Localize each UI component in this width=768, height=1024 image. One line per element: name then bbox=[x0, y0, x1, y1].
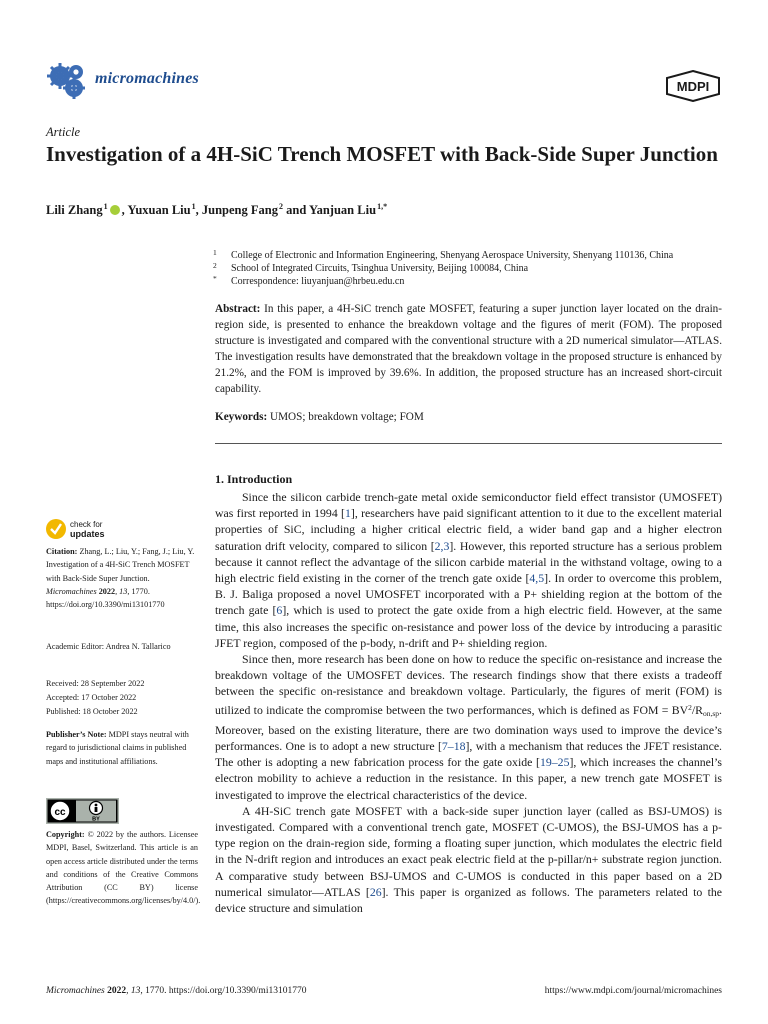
check-updates-line2: updates bbox=[70, 529, 105, 539]
footer-citation: Micromachines 2022, 13, 1770. https://doi.org/10.3390/mi13101770 bbox=[46, 986, 307, 996]
publisher-note bbox=[46, 728, 198, 768]
affiliation-mark: 1 bbox=[213, 248, 217, 257]
citation-journal: Micromachines bbox=[46, 586, 97, 596]
affiliation-mark: * bbox=[213, 274, 217, 283]
check-for-updates-badge[interactable] bbox=[46, 517, 118, 541]
footer-journal: Micromachines bbox=[46, 986, 105, 996]
author-list bbox=[46, 202, 387, 218]
citation-link[interactable]: 26 bbox=[369, 884, 382, 899]
citation-text: Zhang, L.; Liu, Y.; Fang, J.; Liu, Y. Investigation of a 4H-SiC Trench MOSFET with Back-Side Super Junction. bbox=[46, 547, 195, 583]
citation-link[interactable]: 19–25 bbox=[539, 755, 570, 770]
journal-name[interactable]: micromachines bbox=[95, 70, 199, 87]
citation-volume: 13 bbox=[119, 586, 128, 596]
author-separator: , bbox=[121, 203, 128, 217]
keywords-text: UMOS; breakdown voltage; FOM bbox=[270, 411, 424, 423]
article-type: Article bbox=[46, 125, 81, 139]
author-name[interactable]: Junpeng Fang bbox=[201, 203, 278, 217]
citation-block: Citation: Zhang, L.; Liu, Y.; Fang, J.; Liu, Y. Investigation of a 4H-SiC Trench MOSFET with Back-Side Super Junction. Micromachines 2022, 13, 1770. https://doi.org/10.3390/mi13101770 bbox=[46, 547, 195, 610]
footer-doi[interactable]: , 1770. https://doi.org/10.3390/mi13101770 bbox=[140, 986, 307, 996]
author-name[interactable]: Yanjuan Liu bbox=[308, 203, 377, 217]
author-separator: and bbox=[283, 203, 309, 217]
abstract-label: Abstract: bbox=[215, 303, 261, 315]
orcid-icon[interactable] bbox=[110, 205, 120, 215]
publisher-note-label: Publisher’s Note: bbox=[46, 730, 107, 739]
footer-year: 2022 bbox=[107, 986, 127, 996]
introduction-body bbox=[215, 489, 722, 916]
citation-link[interactable]: 7–18 bbox=[441, 739, 466, 754]
accepted-date: Accepted: 17 October 2022 bbox=[46, 693, 137, 702]
author-affiliation-mark: 2 bbox=[279, 202, 284, 211]
check-updates-line1: check for bbox=[70, 520, 103, 529]
section-divider bbox=[215, 443, 722, 444]
article-title: Investigation of a 4H-SiC Trench MOSFET with Back-Side Super Junction bbox=[46, 142, 718, 166]
affiliation-mark: 2 bbox=[213, 261, 217, 270]
copyright-notice bbox=[46, 828, 201, 908]
footer-volume: 13 bbox=[130, 986, 141, 996]
abstract-text: In this paper, a 4H-SiC trench gate MOSFET, featuring a super junction layer located on the drain-region side, is presented to enhance the breakdown voltage and the figures of merit (FOM). The proposed structure is investigated and compared with the conventional structure with a 2D numerical simulator—ATLAS. The investigation results have demonstrated that the breakdown voltage in the proposed structure is enhanced by 21.2%, and the FOM is improved by 39.6%. In addition, the proposed structure has an increased short-circuit capability. bbox=[215, 303, 723, 396]
author-name[interactable]: Lili Zhang bbox=[46, 203, 103, 217]
cc-by-license-icon[interactable] bbox=[46, 798, 119, 824]
publisher-note-text: MDPI stays neutral with regard to jurisdictional claims in published maps and institutional affiliations. bbox=[46, 730, 189, 766]
footer-journal-url[interactable]: https://www.mdpi.com/journal/micromachines bbox=[544, 986, 722, 996]
published-date: Published: 18 October 2022 bbox=[46, 707, 138, 716]
citation-link[interactable]: 2,3 bbox=[434, 538, 450, 553]
correspondence bbox=[213, 272, 404, 289]
cc-by-text: BY bbox=[92, 816, 100, 823]
keywords bbox=[215, 411, 722, 423]
received-date: Received: 28 September 2022 bbox=[46, 679, 145, 688]
section-heading-introduction: 1. Introduction bbox=[215, 472, 293, 486]
affiliation-text: College of Electronic and Information Engineering, Shenyang Aerospace University, Shenyang 110136, China bbox=[231, 250, 674, 261]
micromachines-gears-logo bbox=[46, 60, 92, 100]
keywords-label: Keywords: bbox=[215, 411, 268, 423]
citation-link[interactable]: 4,5 bbox=[529, 571, 545, 586]
author-affiliation-mark: 1,* bbox=[377, 202, 388, 211]
author-separator: , bbox=[195, 203, 202, 217]
citation-link[interactable]: 6 bbox=[276, 603, 283, 618]
copyright-text: © 2022 by the authors. Licensee MDPI, Basel, Switzerland. This article is an open access article distributed under the terms and conditions of the Creative Commons Attribution (CC BY) license (https://creativecommons.org/licenses/by/4.0/). bbox=[46, 830, 201, 906]
citation-doi[interactable]: , 1770. https://doi.org/10.3390/mi13101770 bbox=[46, 586, 165, 610]
paragraph: A 4H-SiC trench gate MOSFET with a back-side super junction layer (called as BSJ-UMOS) is investigated. Compared with a conventional trench gate, MOSFET (C-UMOS), the BSJ-UMOS has a p-type region on the drain-region side, forming a floating super junction, which modulates the electric field in the N-drift region and introduces an exact peak electric field at the p-pillar/n+ substrate region junction. A comparative study between BSJ-UMOS and C-UMOS is conducted in this paper based on a 2D numerical simulator—ATLAS [26]. This paper is organized as follows. The parameters related to the device structure and simulation bbox=[215, 803, 722, 916]
paragraph: Since then, more research has been done on how to reduce the specific on-resistance and increase the breakdown voltage of the UMOSFET devices. The research findings show that there exists a tradeoff between the specific on-resistance and breakdown voltage. Particularly, the figures of merit (FOM) is utilized to indicate the compromise between the two performances, which is defined as FOM = $BV^2/R_{on,sp}$. Moreover, based on the existing literature, there are two domination ways used to improve the device’s performances. One is to adopt a new structure [7–18], with a mechanism that reduces the JFET resistance. The other is adopting a new fabrication process for the gate oxide [19–25], which increases the channel’s electron mobility to achieve a reduction in the resistance. In this paper, a new trench gate MOSFET is investigated to improve the electrical characteristics of the device. bbox=[215, 652, 723, 802]
copyright-label: Copyright: bbox=[46, 830, 85, 839]
author-affiliation-mark: 1 bbox=[103, 202, 108, 211]
paragraph: Since the silicon carbide trench-gate metal oxide semiconductor field effect transistor (UMOSFET) was first reported in 1994 [1], researchers have paid significant attention to it due to the excellent material properties of SiC, including a higher critical electric field, a wider band gap and a higher electron saturation drift velocity, compared to silicon [2,3]. However, this reported structure has a serious problem because it cannot reflect the advantage of the silicon carbide material in the withstand voltage, owing to a high electric field existing in the corner of the trench gate oxide [4,5]. In order to overcome this problem, B. J. Baliga proposed a novel UMOSFET incorporated with a P+ shielding region at the bottom of the trench gate [6], which is used to protect the gate oxide from a high electric field. However, at the same time, this also increases the specific on-resistance and power loss of the device by introducing a parasitic JFET region, composed of the p-body, n-drift and P+ shielding region. bbox=[215, 490, 722, 650]
author-affiliation-mark: 1 bbox=[191, 202, 196, 211]
author-name[interactable]: Yuxuan Liu bbox=[127, 203, 191, 217]
affiliation-text: School of Integrated Circuits, Tsinghua University, Beijing 100084, China bbox=[231, 263, 529, 274]
mdpi-logo-text: MDPI bbox=[676, 79, 710, 94]
citation-year: 2022 bbox=[98, 586, 116, 596]
abstract bbox=[215, 301, 722, 398]
mdpi-logo[interactable] bbox=[664, 70, 722, 102]
cc-logo-text: cc bbox=[54, 807, 66, 818]
academic-editor: Academic Editor: Andrea N. Tallarico bbox=[46, 642, 171, 651]
citation-label: Citation: bbox=[46, 547, 78, 556]
correspondence-text[interactable]: Correspondence: liuyanjuan@hrbeu.edu.cn bbox=[231, 276, 405, 287]
citation-link[interactable]: 1 bbox=[345, 506, 351, 521]
